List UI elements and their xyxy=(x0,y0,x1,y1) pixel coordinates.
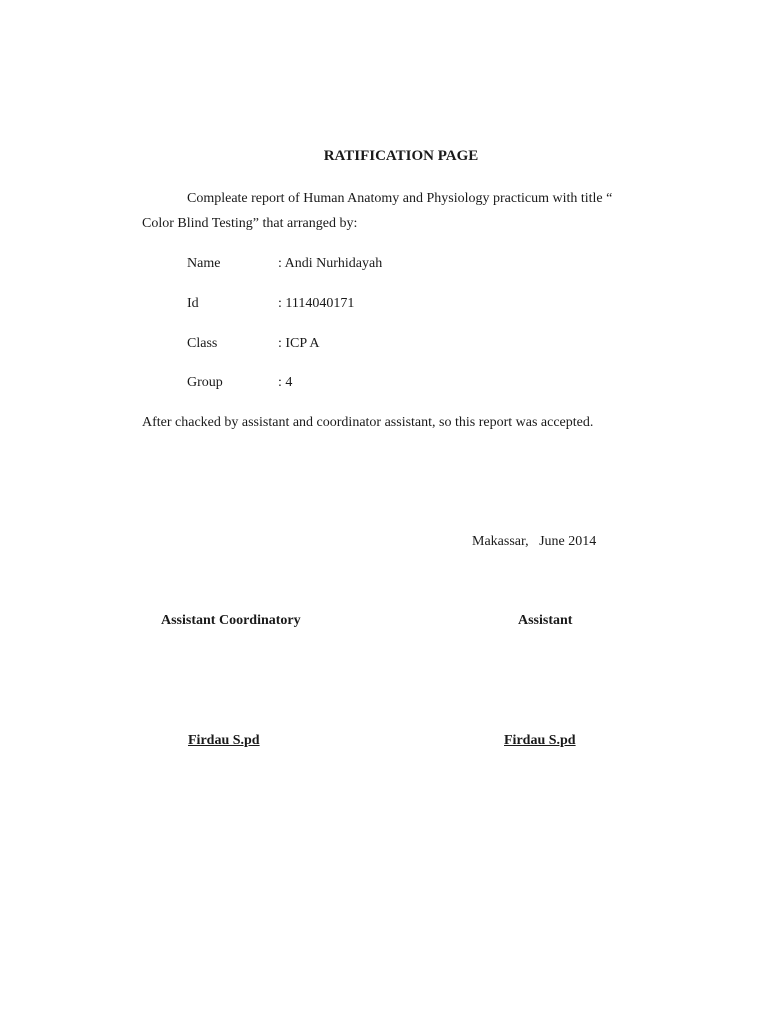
signatory-role-coordinator: Assistant Coordinatory xyxy=(161,613,301,628)
intro-line-2: Color Blind Testing” that arranged by: xyxy=(142,216,358,231)
field-label: Name xyxy=(187,256,221,271)
intro-line-1: Compleate report of Human Anatomy and Physiology practicum with title “ xyxy=(187,191,613,206)
signatory-name-assistant: Firdau S.pd xyxy=(504,733,576,748)
field-value: : ICP A xyxy=(278,336,320,351)
field-label: Group xyxy=(187,375,223,390)
signatory-name-coordinator: Firdau S.pd xyxy=(188,733,260,748)
field-label: Id xyxy=(187,296,199,311)
field-value: : 1114040171 xyxy=(278,296,355,311)
field-value: : Andi Nurhidayah xyxy=(278,256,383,271)
field-label: Class xyxy=(187,336,218,351)
page-title: RATIFICATION PAGE xyxy=(323,148,479,164)
closing-statement: After chacked by assistant and coordinator assistant, so this report was accepted. xyxy=(142,415,594,430)
signatory-role-assistant: Assistant xyxy=(518,613,573,628)
place-date: Makassar, June 2014 xyxy=(472,534,597,549)
field-value: : 4 xyxy=(278,375,293,390)
